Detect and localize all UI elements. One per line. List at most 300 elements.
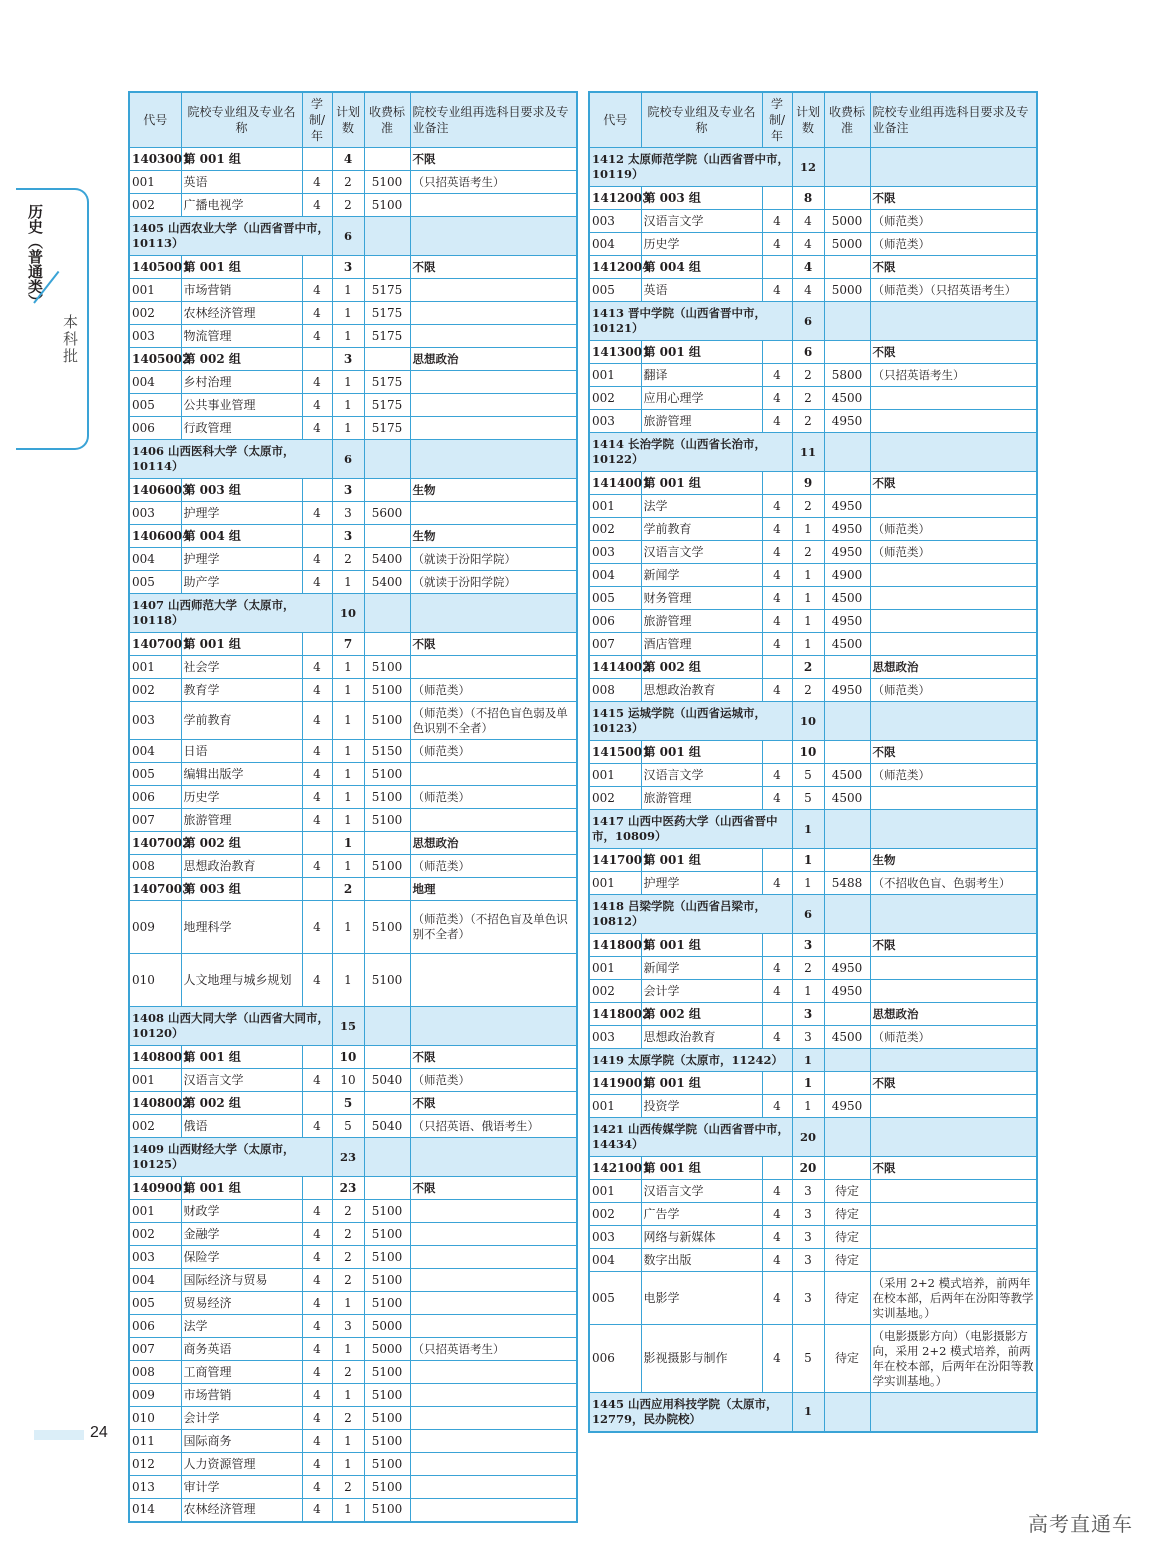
school-name: 1445 山西应用科技学院（太原市，12779，民办院校） (589, 1393, 792, 1432)
school-req-empty (410, 440, 577, 479)
major-note (870, 410, 1037, 433)
major-name: 法学 (181, 1315, 302, 1338)
major-name: 旅游管理 (641, 787, 762, 810)
major-code: 003 (129, 1246, 181, 1269)
group-requirement: 不限 (870, 1157, 1037, 1180)
major-row (129, 1430, 577, 1453)
school-fee-empty (824, 1049, 870, 1072)
header-requirements: 院校专业组再选科目要求及专业备注 (870, 92, 1037, 148)
major-plan: 1 (792, 633, 824, 656)
major-fee: 5100 (364, 171, 410, 194)
school-plan: 12 (792, 148, 824, 187)
page-number: 24 (90, 1424, 108, 1441)
major-years: 4 (302, 1246, 332, 1269)
school-plan: 11 (792, 433, 824, 472)
major-note (410, 194, 577, 217)
group-code: 1412004 (589, 256, 641, 279)
school-req-empty (870, 1049, 1037, 1072)
school-name: 1405 山西农业大学（山西省晋中市，10113） (129, 217, 332, 256)
major-fee: 4950 (824, 541, 870, 564)
major-name: 汉语言文学 (181, 1069, 302, 1092)
major-name: 学前教育 (181, 702, 302, 740)
school-name: 1409 山西财经大学（太原市，10125） (129, 1138, 332, 1177)
major-note (410, 1292, 577, 1315)
major-code: 002 (129, 679, 181, 702)
major-fee: 5100 (364, 1269, 410, 1292)
major-row (589, 1180, 1037, 1203)
major-fee: 5100 (364, 194, 410, 217)
group-row (129, 1046, 577, 1069)
major-row (589, 679, 1037, 702)
major-fee: 4950 (824, 410, 870, 433)
major-code: 001 (589, 872, 641, 895)
major-note (410, 394, 577, 417)
major-name: 国际商务 (181, 1430, 302, 1453)
major-years: 4 (762, 541, 792, 564)
major-years: 4 (302, 502, 332, 525)
school-name: 1408 山西大同大学（山西省大同市，10120） (129, 1007, 332, 1046)
school-req-empty (410, 1007, 577, 1046)
group-fee-empty (824, 656, 870, 679)
major-name: 日语 (181, 740, 302, 763)
major-code: 003 (589, 1226, 641, 1249)
major-fee: 5100 (364, 1384, 410, 1407)
group-row (589, 1157, 1037, 1180)
major-note (410, 656, 577, 679)
major-years: 4 (762, 610, 792, 633)
major-code: 008 (129, 1361, 181, 1384)
group-years-empty (762, 256, 792, 279)
major-plan: 3 (332, 502, 364, 525)
major-note (410, 1315, 577, 1338)
major-note (870, 1095, 1037, 1118)
major-note (870, 1249, 1037, 1272)
major-fee: 5100 (364, 1200, 410, 1223)
major-code: 001 (589, 1095, 641, 1118)
school-fee-empty (824, 433, 870, 472)
major-note (870, 387, 1037, 410)
school-name: 1415 运城学院（山西省运城市，10123） (589, 702, 792, 741)
school-row (589, 148, 1037, 187)
major-name: 旅游管理 (181, 809, 302, 832)
group-row (589, 187, 1037, 210)
major-code: 014 (129, 1499, 181, 1522)
major-years: 4 (762, 1249, 792, 1272)
group-requirement: 不限 (410, 1092, 577, 1115)
major-note (870, 564, 1037, 587)
major-note (870, 1180, 1037, 1203)
school-plan: 20 (792, 1118, 824, 1157)
major-note: （师范类） (870, 1026, 1037, 1049)
major-years: 4 (302, 901, 332, 954)
major-note: （师范类） (870, 679, 1037, 702)
major-code: 005 (129, 763, 181, 786)
group-name: 第 002 组 (641, 656, 762, 679)
major-plan: 1 (792, 564, 824, 587)
school-plan: 6 (332, 217, 364, 256)
group-years-empty (302, 479, 332, 502)
major-years: 4 (302, 1407, 332, 1430)
school-plan: 1 (792, 1049, 824, 1072)
major-code: 003 (129, 702, 181, 740)
major-row (589, 980, 1037, 1003)
major-code: 003 (589, 541, 641, 564)
major-row (129, 325, 577, 348)
group-name: 第 004 组 (641, 256, 762, 279)
group-requirement: 不限 (870, 934, 1037, 957)
major-plan: 4 (792, 279, 824, 302)
group-row (129, 479, 577, 502)
major-note (410, 325, 577, 348)
major-plan: 1 (332, 394, 364, 417)
major-name: 审计学 (181, 1476, 302, 1499)
major-years: 4 (302, 1223, 332, 1246)
major-fee: 5175 (364, 371, 410, 394)
major-fee: 4950 (824, 980, 870, 1003)
major-fee: 5100 (364, 656, 410, 679)
major-plan: 2 (792, 957, 824, 980)
group-plan: 1 (792, 849, 824, 872)
major-code: 006 (589, 610, 641, 633)
major-name: 思想政治教育 (641, 679, 762, 702)
school-name: 1418 吕梁学院（山西省吕梁市，10812） (589, 895, 792, 934)
group-row (589, 934, 1037, 957)
school-plan: 15 (332, 1007, 364, 1046)
major-row (129, 394, 577, 417)
major-plan: 5 (332, 1115, 364, 1138)
major-name: 汉语言文学 (641, 1180, 762, 1203)
major-years: 4 (302, 855, 332, 878)
major-years: 4 (302, 1292, 332, 1315)
major-years: 4 (302, 417, 332, 440)
major-note (410, 417, 577, 440)
school-plan: 1 (792, 810, 824, 849)
group-requirement: 生物 (410, 525, 577, 548)
major-plan: 2 (332, 171, 364, 194)
major-name: 历史学 (641, 233, 762, 256)
group-plan: 4 (332, 148, 364, 171)
major-row (129, 679, 577, 702)
school-fee-empty (824, 702, 870, 741)
group-code: 1405001 (129, 256, 181, 279)
header-plan: 计划数 (332, 92, 364, 148)
major-note (410, 371, 577, 394)
school-row (129, 440, 577, 479)
major-years: 4 (762, 564, 792, 587)
group-fee-empty (824, 187, 870, 210)
major-fee: 5100 (364, 1476, 410, 1499)
major-note (410, 1430, 577, 1453)
school-row (589, 1118, 1037, 1157)
major-years: 4 (762, 518, 792, 541)
major-name: 电影学 (641, 1272, 762, 1325)
major-plan: 2 (332, 1246, 364, 1269)
group-fee-empty (824, 1157, 870, 1180)
group-fee-empty (364, 1092, 410, 1115)
major-plan: 1 (792, 518, 824, 541)
school-plan: 23 (332, 1138, 364, 1177)
group-years-empty (762, 1003, 792, 1026)
group-fee-empty (364, 148, 410, 171)
major-fee: 5600 (364, 502, 410, 525)
school-plan: 6 (332, 440, 364, 479)
major-name: 市场营销 (181, 1384, 302, 1407)
major-fee: 5150 (364, 740, 410, 763)
group-row (129, 1092, 577, 1115)
major-fee: 4950 (824, 957, 870, 980)
major-name: 思想政治教育 (181, 855, 302, 878)
group-name: 第 001 组 (641, 934, 762, 957)
major-row (129, 702, 577, 740)
major-plan: 1 (332, 786, 364, 809)
major-fee: 5000 (364, 1315, 410, 1338)
table-header-row (589, 92, 1037, 148)
major-name: 金融学 (181, 1223, 302, 1246)
major-code: 001 (129, 1069, 181, 1092)
major-code: 003 (589, 1026, 641, 1049)
major-name: 商务英语 (181, 1338, 302, 1361)
major-years: 4 (762, 957, 792, 980)
school-row (589, 1049, 1037, 1072)
major-code: 001 (589, 495, 641, 518)
major-plan: 2 (332, 1476, 364, 1499)
group-code: 1408001 (129, 1046, 181, 1069)
group-requirement: 不限 (410, 1046, 577, 1069)
group-name: 第 001 组 (181, 256, 302, 279)
group-name: 第 001 组 (641, 1072, 762, 1095)
group-fee-empty (364, 1046, 410, 1069)
major-years: 4 (302, 571, 332, 594)
group-name: 第 002 组 (641, 1003, 762, 1026)
major-name: 翻译 (641, 364, 762, 387)
major-years: 4 (302, 302, 332, 325)
major-plan: 2 (332, 194, 364, 217)
major-plan: 1 (332, 656, 364, 679)
school-row (589, 810, 1037, 849)
major-plan: 1 (332, 279, 364, 302)
major-note (410, 502, 577, 525)
major-row (589, 1272, 1037, 1325)
school-row (129, 1007, 577, 1046)
major-row (589, 957, 1037, 980)
major-code: 010 (129, 954, 181, 1007)
major-name: 人文地理与城乡规划 (181, 954, 302, 1007)
major-years: 4 (302, 279, 332, 302)
major-name: 农林经济管理 (181, 302, 302, 325)
major-name: 历史学 (181, 786, 302, 809)
major-fee: 5040 (364, 1069, 410, 1092)
major-name: 应用心理学 (641, 387, 762, 410)
major-note: （师范类） (870, 233, 1037, 256)
school-req-empty (870, 1393, 1037, 1432)
school-row (129, 594, 577, 633)
group-years-empty (302, 832, 332, 855)
group-requirement: 思想政治 (870, 656, 1037, 679)
major-code: 002 (129, 1115, 181, 1138)
admission-table-left (128, 91, 578, 1523)
major-note (410, 1269, 577, 1292)
group-years-empty (302, 348, 332, 371)
major-code: 004 (129, 548, 181, 571)
group-code: 1413001 (589, 341, 641, 364)
header-fee: 收费标准 (824, 92, 870, 148)
group-years-empty (302, 1046, 332, 1069)
major-name: 广告学 (641, 1203, 762, 1226)
major-fee: 5175 (364, 279, 410, 302)
group-years-empty (302, 525, 332, 548)
major-note (410, 279, 577, 302)
major-plan: 1 (332, 417, 364, 440)
major-plan: 5 (792, 1325, 824, 1393)
group-code: 1414002 (589, 656, 641, 679)
group-name: 第 001 组 (181, 1046, 302, 1069)
major-fee: 待定 (824, 1249, 870, 1272)
major-years: 4 (762, 364, 792, 387)
major-plan: 1 (332, 1430, 364, 1453)
major-plan: 1 (332, 1292, 364, 1315)
major-note: （只招英语考生） (410, 171, 577, 194)
major-row (129, 763, 577, 786)
group-row (129, 256, 577, 279)
major-years: 4 (762, 1325, 792, 1393)
major-note: （师范类） (410, 679, 577, 702)
major-note (410, 763, 577, 786)
group-fee-empty (364, 633, 410, 656)
major-fee: 4500 (824, 587, 870, 610)
major-row (129, 1476, 577, 1499)
header-years: 学制/年 (302, 92, 332, 148)
major-row (129, 371, 577, 394)
group-years-empty (762, 472, 792, 495)
group-code: 1406004 (129, 525, 181, 548)
group-plan: 2 (332, 878, 364, 901)
group-requirement: 不限 (870, 341, 1037, 364)
group-row (129, 1177, 577, 1200)
major-code: 004 (589, 564, 641, 587)
major-years: 4 (302, 1476, 332, 1499)
major-years: 4 (302, 1499, 332, 1522)
major-note: （师范类） (410, 855, 577, 878)
major-name: 农林经济管理 (181, 1499, 302, 1522)
school-req-empty (870, 1118, 1037, 1157)
major-plan: 1 (332, 809, 364, 832)
major-years: 4 (762, 1180, 792, 1203)
major-plan: 3 (792, 1226, 824, 1249)
group-row (129, 525, 577, 548)
major-row (589, 872, 1037, 895)
major-name: 乡村治理 (181, 371, 302, 394)
major-plan: 1 (332, 1384, 364, 1407)
major-name: 投资学 (641, 1095, 762, 1118)
major-fee: 待定 (824, 1325, 870, 1393)
group-fee-empty (824, 849, 870, 872)
major-plan: 3 (792, 1180, 824, 1203)
school-name: 1407 山西师范大学（太原市，10118） (129, 594, 332, 633)
group-row (589, 472, 1037, 495)
category-label: 历史（普通类） (26, 204, 44, 309)
major-name: 保险学 (181, 1246, 302, 1269)
major-row (129, 279, 577, 302)
major-name: 酒店管理 (641, 633, 762, 656)
group-code: 1407003 (129, 878, 181, 901)
group-plan: 9 (792, 472, 824, 495)
major-years: 4 (302, 325, 332, 348)
major-code: 002 (589, 1203, 641, 1226)
major-years: 4 (302, 371, 332, 394)
major-plan: 3 (332, 1315, 364, 1338)
major-code: 001 (129, 171, 181, 194)
major-plan: 2 (792, 679, 824, 702)
major-years: 4 (302, 740, 332, 763)
major-code: 002 (589, 787, 641, 810)
group-row (129, 148, 577, 171)
group-row (129, 348, 577, 371)
group-name: 第 002 组 (181, 348, 302, 371)
major-note (870, 980, 1037, 1003)
group-fee-empty (824, 741, 870, 764)
major-fee: 5000 (824, 279, 870, 302)
major-fee: 5000 (364, 1338, 410, 1361)
group-name: 第 003 组 (641, 187, 762, 210)
group-fee-empty (824, 256, 870, 279)
major-fee: 4500 (824, 633, 870, 656)
group-requirement: 思想政治 (870, 1003, 1037, 1026)
major-fee: 4500 (824, 1026, 870, 1049)
group-code: 1414001 (589, 472, 641, 495)
group-plan: 8 (792, 187, 824, 210)
major-plan: 2 (792, 387, 824, 410)
group-name: 第 001 组 (641, 741, 762, 764)
school-fee-empty (824, 302, 870, 341)
major-name: 思想政治教育 (641, 1026, 762, 1049)
major-plan: 2 (332, 1200, 364, 1223)
school-name: 1412 太原师范学院（山西省晋中市，10119） (589, 148, 792, 187)
major-name: 新闻学 (641, 957, 762, 980)
major-name: 汉语言文学 (641, 764, 762, 787)
major-years: 4 (302, 1069, 332, 1092)
major-plan: 1 (332, 1338, 364, 1361)
major-note (870, 610, 1037, 633)
major-code: 007 (129, 809, 181, 832)
group-fee-empty (364, 832, 410, 855)
major-name: 国际经济与贸易 (181, 1269, 302, 1292)
major-name: 公共事业管理 (181, 394, 302, 417)
major-row (589, 1226, 1037, 1249)
major-code: 002 (129, 194, 181, 217)
major-plan: 1 (332, 954, 364, 1007)
group-name: 第 001 组 (641, 849, 762, 872)
major-years: 4 (302, 702, 332, 740)
major-name: 数字出版 (641, 1249, 762, 1272)
group-requirement: 不限 (410, 148, 577, 171)
major-row (589, 1325, 1037, 1393)
major-code: 012 (129, 1453, 181, 1476)
group-code: 1415001 (589, 741, 641, 764)
group-fee-empty (824, 1003, 870, 1026)
group-row (589, 1072, 1037, 1095)
major-fee: 4950 (824, 610, 870, 633)
school-row (589, 433, 1037, 472)
school-plan: 6 (792, 302, 824, 341)
major-name: 护理学 (641, 872, 762, 895)
group-years-empty (302, 148, 332, 171)
major-fee: 5100 (364, 1361, 410, 1384)
major-note (870, 633, 1037, 656)
major-row (589, 1203, 1037, 1226)
major-code: 008 (129, 855, 181, 878)
group-fee-empty (364, 878, 410, 901)
major-code: 005 (129, 571, 181, 594)
